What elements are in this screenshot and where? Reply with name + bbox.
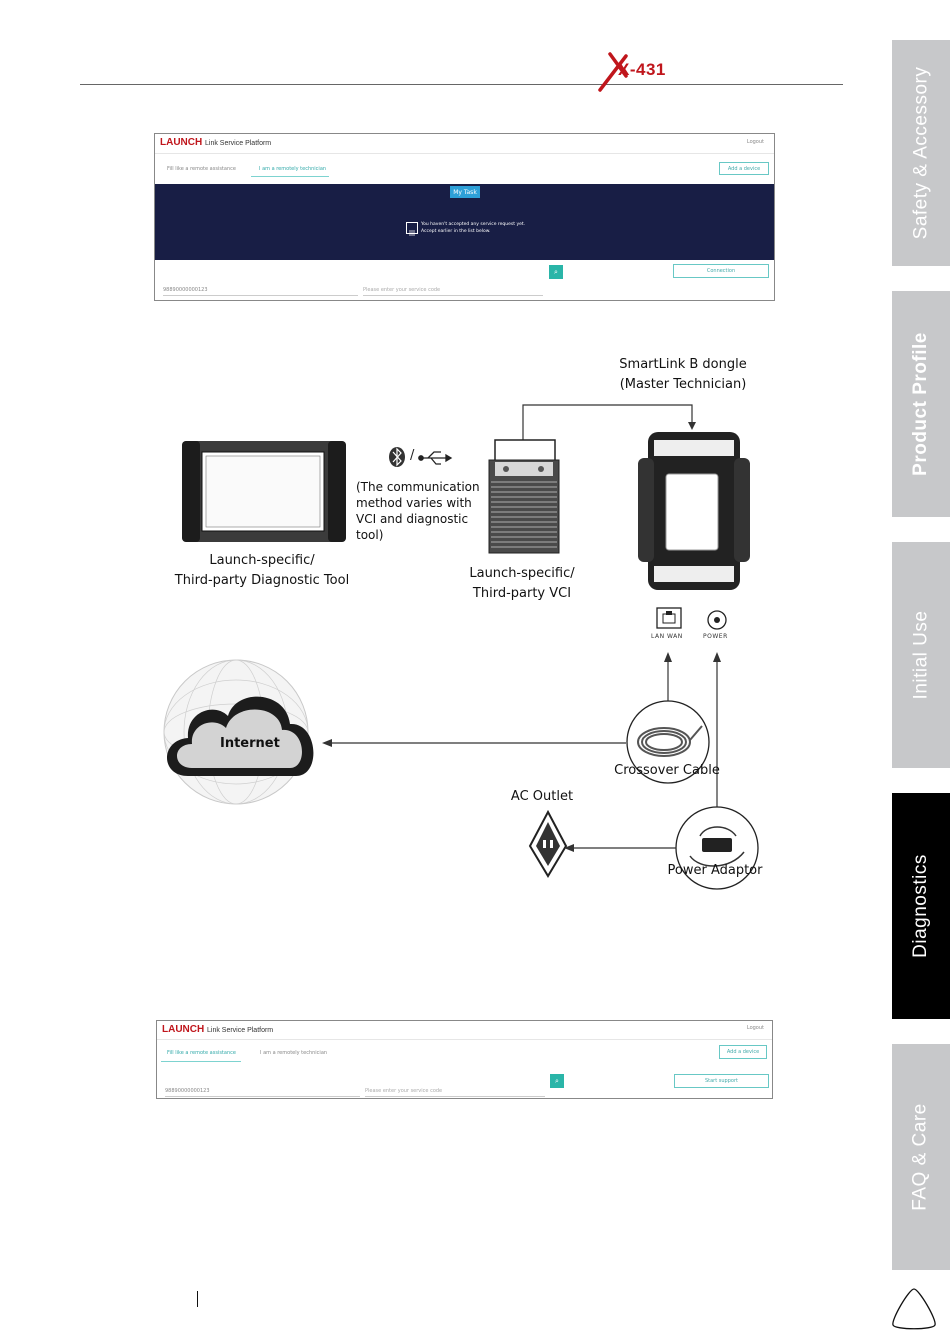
service-code-field[interactable]: Please enter your service code [365, 1077, 545, 1097]
add-device-button[interactable]: Add a device [719, 162, 769, 175]
dongle-title: SmartLink B dongle (Master Technician) [619, 357, 747, 392]
platform-brand: LAUNCH Link Service Platform [162, 1024, 274, 1035]
usb-icon [419, 452, 451, 464]
tab-product-profile[interactable] [892, 291, 950, 517]
platform-brand: LAUNCH Link Service Platform [160, 137, 272, 148]
active-tab-underline [161, 1061, 241, 1062]
logout-link[interactable]: Logout [746, 1025, 764, 1031]
logo-text: X-431 [618, 60, 666, 79]
smartlink-dongle [638, 432, 750, 590]
search-icon[interactable]: ⌕ [550, 1074, 564, 1088]
vci-label: Launch-specific/ Third-party VCI [469, 566, 575, 601]
separator-slash: / [410, 448, 415, 463]
tab-label: FAQ & Care [910, 1103, 932, 1211]
vci-device [489, 440, 559, 553]
add-device-button[interactable]: Add a device [719, 1045, 767, 1059]
power-label: POWER [703, 633, 728, 640]
internet-cloud-icon [164, 660, 313, 804]
tab-remote-assistance[interactable]: Fill like a remote assistance [167, 166, 236, 172]
arrow-up-icon [664, 652, 672, 662]
power-port-icon [708, 611, 726, 629]
divider [157, 1039, 772, 1040]
diagnostic-tool-tablet [182, 441, 346, 542]
tab-faq-care[interactable] [892, 1044, 950, 1270]
tab-safety-accessory[interactable] [892, 40, 950, 266]
arrow-down-icon [688, 422, 696, 430]
tab-diagnostics[interactable] [892, 793, 950, 1019]
crossover-cable-label: Crossover Cable [614, 763, 720, 778]
lan-wan-label: LAN WAN [651, 633, 683, 640]
page-number-bar [197, 1291, 198, 1307]
serial-field[interactable]: 98890000000123 [163, 276, 358, 296]
power-adaptor-label: Power Adaptor [667, 863, 763, 878]
tool-label: Launch-specific/ Third-party Diagnostic Tool [174, 553, 350, 588]
tab-remote-assistance[interactable]: Fill like a remote assistance [167, 1050, 236, 1056]
start-support-button[interactable]: Start support [674, 1074, 769, 1088]
tab-remote-technician[interactable]: I am a remotely technician [259, 166, 327, 172]
search-icon[interactable]: ⌕ [549, 265, 563, 279]
tab-label: Diagnostics [910, 854, 931, 958]
ac-outlet-label: AC Outlet [510, 789, 574, 804]
no-request-message: You haven't accepted any service request yet. Accept earlier in the list below. [421, 222, 526, 234]
lan-wan-port-icon [657, 608, 681, 628]
serial-field[interactable]: 98890000000123 [165, 1077, 360, 1097]
service-code-field[interactable]: Please enter your service code [363, 276, 543, 296]
tab-label: Product Profile [910, 332, 931, 476]
my-task-button[interactable]: My Task [450, 186, 480, 198]
communication-note: (The communication method varies with VCI and diagnostic tool) [356, 480, 480, 542]
arrow-left-icon [322, 739, 332, 747]
arrow-up-icon [713, 652, 721, 662]
logout-link[interactable]: Logout [746, 139, 764, 145]
internet-label: Internet [220, 736, 280, 751]
tab-label: Initial Use [910, 610, 932, 700]
ac-outlet-icon [530, 812, 566, 876]
bluetooth-icon [389, 447, 405, 467]
tab-label: Safety & Accessory [910, 66, 931, 240]
screenshot-remote-tab [156, 1020, 773, 1099]
tab-remote-technician[interactable]: I am a remotely technician [260, 1050, 328, 1056]
home-triangle-icon[interactable] [889, 1286, 939, 1332]
connection-button[interactable]: Connection [673, 264, 769, 278]
tab-initial-use[interactable] [892, 542, 950, 768]
